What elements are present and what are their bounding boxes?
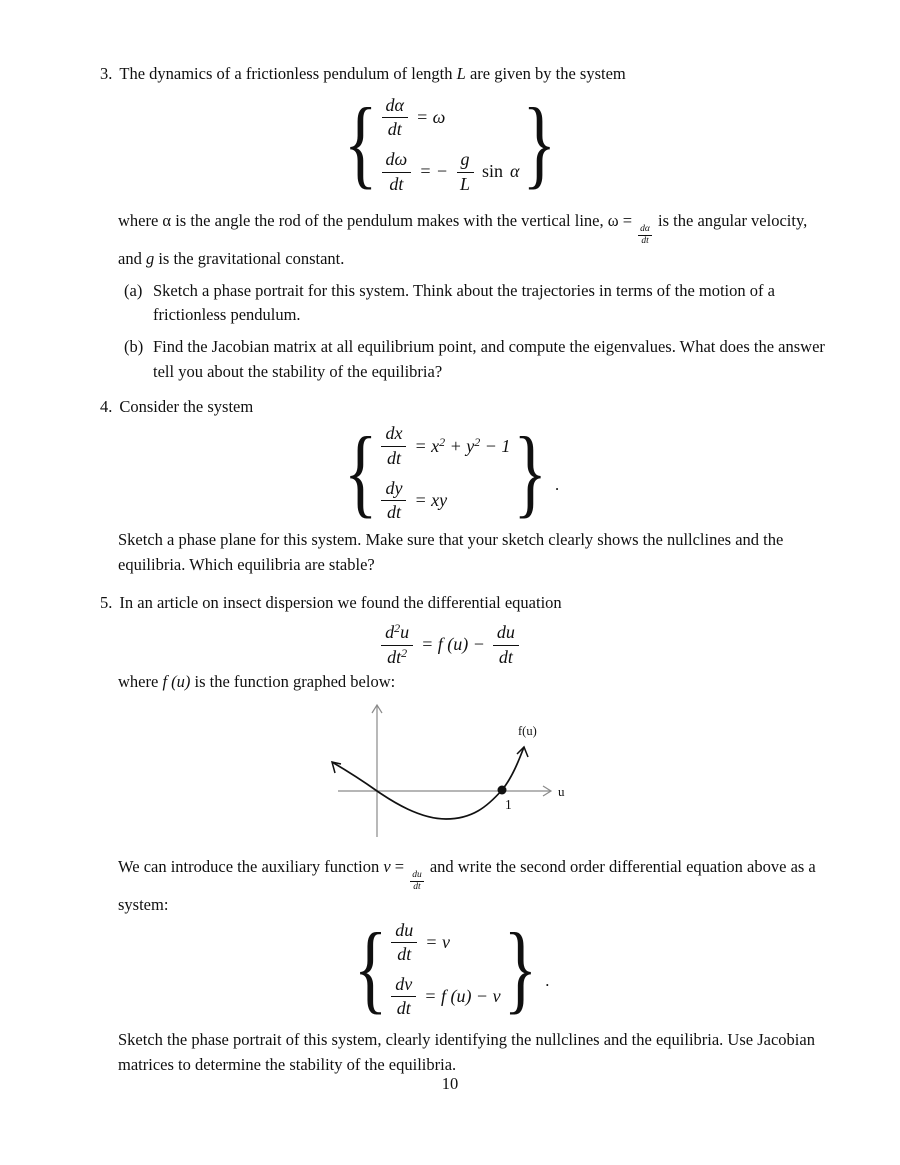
problem-3-section bbox=[100, 62, 830, 385]
problem-4-body: Sketch a phase plane for this system. Make sure that your sketch clearly shows the nullclines and the equilibria. Which equilibria are stable? bbox=[118, 529, 784, 574]
inline-fraction-dalpha-dt bbox=[638, 224, 652, 247]
problem-3-title-variable: L bbox=[456, 64, 466, 83]
y-exponent: 2 bbox=[474, 434, 481, 449]
problem-5-title: In an article on insect dispersion we found the differential equation bbox=[119, 593, 562, 613]
fraction-dalpha-dt bbox=[382, 95, 408, 141]
insect-dispersion-equation bbox=[100, 622, 800, 668]
fraction-denominator: dt bbox=[397, 944, 412, 965]
fraction-denominator: dt bbox=[641, 236, 649, 247]
fraction-numerator bbox=[381, 622, 413, 646]
pendulum-system bbox=[341, 89, 559, 199]
dt-symbol: dt bbox=[387, 646, 402, 667]
fraction-dx-dt bbox=[381, 423, 406, 469]
point-at-u-1 bbox=[498, 786, 507, 795]
fraction-denominator: dt bbox=[387, 119, 402, 140]
sin-function: sin bbox=[482, 161, 504, 182]
fraction-d2u-dt2 bbox=[381, 622, 413, 668]
d-exponent: 2 bbox=[394, 621, 401, 636]
fraction-dy-dt bbox=[381, 478, 406, 524]
equation-dy-dt bbox=[380, 478, 447, 524]
equation-middle: = f (u) − bbox=[421, 634, 485, 655]
equation-period: . bbox=[545, 971, 550, 991]
u-axis-label: u bbox=[558, 784, 565, 800]
fraction-denominator: dt bbox=[386, 448, 401, 469]
problem-3b-label: (b) bbox=[124, 337, 144, 357]
equation-dx-dt bbox=[380, 423, 510, 469]
aux-text-2: and write the second order differential equation above as a system: bbox=[118, 857, 816, 914]
pendulum-system-equation bbox=[100, 89, 800, 199]
problem-3-title-pre: The dynamics of a frictionless pendulum of length bbox=[119, 64, 457, 83]
fraction-numerator: dv bbox=[391, 974, 416, 998]
problem-5-where-line bbox=[118, 670, 830, 695]
point-1-label: 1 bbox=[505, 797, 512, 813]
fraction-numerator: du bbox=[412, 870, 422, 881]
where-text-3: is the gravitational constant. bbox=[154, 248, 345, 268]
fraction-g-over-L bbox=[456, 149, 474, 195]
fraction-numerator: dx bbox=[381, 423, 406, 447]
problem-3-heading bbox=[100, 62, 830, 87]
rhs-minus-one: − 1 bbox=[480, 435, 511, 456]
problem-5-heading bbox=[100, 591, 830, 616]
problem-4-section bbox=[100, 395, 830, 578]
auxiliary-system bbox=[351, 914, 550, 1024]
problem-5-section bbox=[100, 591, 830, 1077]
equation-rhs: = xy bbox=[414, 489, 448, 510]
fraction-du-dt bbox=[493, 622, 519, 668]
second-order-equation bbox=[380, 622, 520, 668]
where-text-1: where α is the angle the rod of the pendulum makes with the vertical line, ω = bbox=[118, 211, 637, 231]
x-exponent: 2 bbox=[439, 434, 446, 449]
rhs-x: = x bbox=[414, 435, 440, 456]
fraction-domega-dt bbox=[382, 149, 412, 195]
problem-5-final-paragraph: Sketch the phase portrait of this system, clearly identifying the nullclines and the equilibria. Use Jacobian matrices to determine the stability of the equilibria. bbox=[118, 1030, 815, 1074]
fraction-numerator: du bbox=[391, 920, 417, 944]
problem-3a-text: Sketch a phase portrait for this system. Think about the trajectories in terms of the motion of a frictionless pendulum. bbox=[153, 280, 775, 325]
sin-argument: α bbox=[510, 161, 520, 182]
fraction-du-dt bbox=[391, 920, 417, 966]
fraction-denominator: L bbox=[460, 173, 471, 194]
equation-domega-dt bbox=[381, 149, 520, 195]
fraction-denominator bbox=[383, 646, 411, 669]
system-4 bbox=[341, 418, 560, 528]
page-number: 10 bbox=[441, 1074, 459, 1093]
right-brace: } bbox=[513, 418, 548, 528]
inline-fraction-du-dt bbox=[410, 870, 424, 893]
fraction-dv-dt bbox=[391, 974, 416, 1020]
fraction-numerator: g bbox=[457, 149, 474, 173]
fraction-numerator: dα bbox=[640, 224, 650, 235]
left-brace: { bbox=[343, 89, 378, 199]
fu-graph-figure bbox=[100, 701, 800, 841]
fraction-denominator: dt bbox=[386, 502, 401, 523]
f-of-u: f (u) bbox=[162, 672, 191, 692]
equation-du-dt bbox=[390, 920, 450, 966]
equals-minus: = − bbox=[419, 161, 449, 182]
fraction-numerator: dy bbox=[381, 478, 406, 502]
where-text-1: where bbox=[118, 672, 163, 692]
fraction-denominator: dt bbox=[498, 646, 513, 667]
v-variable: v bbox=[383, 857, 391, 877]
d-symbol: d bbox=[385, 622, 395, 643]
equation-dv-dt bbox=[390, 974, 500, 1020]
fraction-numerator: du bbox=[493, 622, 519, 646]
fraction-denominator: dt bbox=[396, 998, 411, 1019]
fraction-denominator: dt bbox=[389, 173, 404, 194]
fu-curve-path bbox=[332, 747, 524, 819]
auxiliary-system-rows bbox=[390, 920, 500, 1020]
problem-3-where-paragraph bbox=[118, 209, 830, 272]
auxiliary-function-paragraph bbox=[118, 855, 830, 918]
auxiliary-system-equation bbox=[100, 914, 800, 1024]
aux-equals: = bbox=[390, 857, 409, 877]
gravity-variable: g bbox=[145, 248, 155, 268]
left-brace: { bbox=[343, 418, 378, 528]
pendulum-system-rows bbox=[381, 95, 520, 195]
problem-3b-item bbox=[124, 335, 830, 385]
system-4-rows bbox=[380, 423, 510, 523]
aux-text-1: We can introduce the auxiliary function bbox=[118, 857, 384, 877]
system-4-equation bbox=[100, 418, 800, 528]
equation-rhs bbox=[414, 436, 510, 458]
dt-exponent: 2 bbox=[401, 645, 408, 660]
problem-4-title: Consider the system bbox=[119, 396, 254, 416]
problem-5-number: 5. bbox=[100, 593, 113, 613]
problem-3a-item bbox=[124, 279, 830, 329]
where-text-2: is the angular velocity, and bbox=[118, 211, 808, 268]
fu-curve-label: f(u) bbox=[518, 724, 537, 739]
problem-4-heading bbox=[100, 395, 830, 420]
rhs-plus-y: + y bbox=[445, 435, 475, 456]
fraction-denominator: dt bbox=[413, 881, 421, 892]
problem-4-number: 4. bbox=[100, 396, 113, 416]
equation-dalpha-dt bbox=[381, 95, 446, 141]
problem-3a-label: (a) bbox=[124, 280, 143, 300]
right-brace: } bbox=[503, 914, 538, 1024]
right-brace: } bbox=[522, 89, 557, 199]
equation-rhs: = f (u) − v bbox=[424, 986, 501, 1007]
fraction-numerator: dω bbox=[382, 149, 412, 173]
equation-rhs: = v bbox=[425, 931, 450, 952]
problem-3-number: 3. bbox=[100, 64, 113, 83]
fraction-numerator: dα bbox=[382, 95, 408, 119]
equation-rhs: = ω bbox=[415, 107, 446, 128]
fu-graph bbox=[325, 701, 575, 841]
problem-3-title-post: are given by the system bbox=[465, 64, 626, 83]
where-text-2: is the function graphed below: bbox=[190, 672, 396, 692]
equation-period: . bbox=[555, 475, 560, 495]
u-symbol: u bbox=[400, 622, 410, 643]
problem-3b-text: Find the Jacobian matrix at all equilibrium point, and compute the eigenvalues. What does the answer tell you about the stability of the equilibria? bbox=[153, 337, 825, 381]
left-brace: { bbox=[353, 914, 388, 1024]
